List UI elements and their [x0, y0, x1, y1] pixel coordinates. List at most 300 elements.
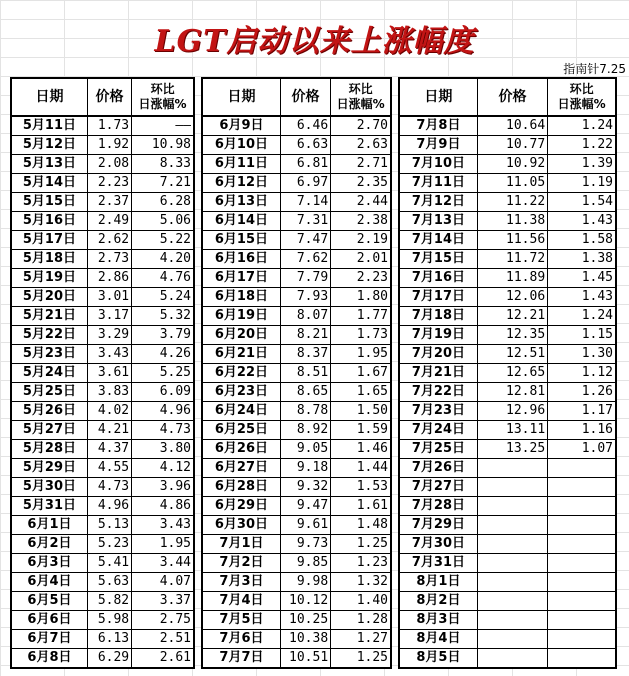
table-row	[399, 611, 616, 630]
header-date: 日期	[11, 78, 87, 116]
table-row	[11, 269, 194, 288]
price-cell: 8.92	[280, 421, 330, 440]
date-cell: 6月15日	[202, 231, 280, 250]
date-cell: 7月12日	[399, 193, 477, 212]
table-row	[202, 497, 391, 516]
price-cell: 4.55	[87, 459, 131, 478]
table-row	[11, 212, 194, 231]
date-cell: 7月31日	[399, 554, 477, 573]
table-row	[399, 383, 616, 402]
date-cell: 8月4日	[399, 630, 477, 649]
date-cell: 8月2日	[399, 592, 477, 611]
change-cell: 1.59	[331, 421, 391, 440]
price-cell: 2.73	[87, 250, 131, 269]
table-body	[399, 116, 616, 668]
table-row	[11, 193, 194, 212]
table-row	[399, 497, 616, 516]
table-row	[11, 116, 194, 136]
change-cell: 4.26	[132, 345, 194, 364]
table-row	[202, 231, 391, 250]
table-row	[202, 554, 391, 573]
date-cell: 7月19日	[399, 326, 477, 345]
change-cell: 3.44	[132, 554, 194, 573]
table-row	[202, 611, 391, 630]
date-cell: 7月24日	[399, 421, 477, 440]
date-cell: 6月8日	[11, 649, 87, 669]
price-cell	[477, 459, 547, 478]
date-cell: 6月9日	[202, 116, 280, 136]
date-cell: 6月3日	[11, 554, 87, 573]
table-row	[11, 250, 194, 269]
price-table-3	[398, 77, 617, 669]
date-cell: 6月12日	[202, 174, 280, 193]
table-row	[11, 136, 194, 155]
price-cell: 2.49	[87, 212, 131, 231]
change-cell: 1.22	[548, 136, 616, 155]
price-cell	[477, 516, 547, 535]
change-cell: 1.61	[331, 497, 391, 516]
price-cell: 11.05	[477, 174, 547, 193]
date-cell: 5月13日	[11, 155, 87, 174]
change-cell: 1.17	[548, 402, 616, 421]
change-cell: 1.73	[331, 326, 391, 345]
table-row	[399, 326, 616, 345]
date-cell: 7月1日	[202, 535, 280, 554]
change-cell: 1.40	[331, 592, 391, 611]
header-change: 环比 日涨幅%	[548, 78, 616, 116]
change-cell: 5.24	[132, 288, 194, 307]
table-row	[202, 630, 391, 649]
change-cell: 4.86	[132, 497, 194, 516]
date-cell: 6月23日	[202, 383, 280, 402]
date-cell: 6月24日	[202, 402, 280, 421]
price-cell: 11.38	[477, 212, 547, 231]
price-cell: 5.23	[87, 535, 131, 554]
table-row	[399, 478, 616, 497]
change-cell	[548, 459, 616, 478]
table-row	[11, 402, 194, 421]
table-row	[11, 288, 194, 307]
price-cell: 6.63	[280, 136, 330, 155]
date-cell: 7月9日	[399, 136, 477, 155]
price-cell: 7.93	[280, 288, 330, 307]
date-cell: 8月1日	[399, 573, 477, 592]
price-cell: 3.61	[87, 364, 131, 383]
change-cell: 1.43	[548, 212, 616, 231]
change-cell: 1.58	[548, 231, 616, 250]
price-cell: 7.47	[280, 231, 330, 250]
change-cell	[548, 630, 616, 649]
price-cell: 7.62	[280, 250, 330, 269]
change-cell: 7.21	[132, 174, 194, 193]
table-row	[202, 288, 391, 307]
change-cell: 1.12	[548, 364, 616, 383]
date-cell: 6月16日	[202, 250, 280, 269]
table-row	[202, 116, 391, 136]
change-cell: 4.12	[132, 459, 194, 478]
change-cell: 1.24	[548, 116, 616, 136]
date-cell: 7月25日	[399, 440, 477, 459]
date-cell: 6月13日	[202, 193, 280, 212]
table-row	[202, 136, 391, 155]
table-row	[11, 231, 194, 250]
table-row	[202, 383, 391, 402]
change-cell: 1.46	[331, 440, 391, 459]
price-cell: 6.13	[87, 630, 131, 649]
change-cell: 1.16	[548, 421, 616, 440]
price-cell	[477, 592, 547, 611]
price-cell: 10.38	[280, 630, 330, 649]
header-price: 价格	[477, 78, 547, 116]
table-row	[202, 326, 391, 345]
table-row	[11, 326, 194, 345]
date-cell: 5月31日	[11, 497, 87, 516]
price-cell	[477, 535, 547, 554]
price-cell: 9.32	[280, 478, 330, 497]
date-cell: 5月16日	[11, 212, 87, 231]
change-cell: 1.24	[548, 307, 616, 326]
date-cell: 7月18日	[399, 307, 477, 326]
change-cell: 1.44	[331, 459, 391, 478]
date-cell: 5月29日	[11, 459, 87, 478]
change-cell: 3.37	[132, 592, 194, 611]
date-cell: 7月28日	[399, 497, 477, 516]
page-title: LGT启动以来上涨幅度	[154, 24, 475, 59]
table-row	[202, 421, 391, 440]
change-cell: 2.63	[331, 136, 391, 155]
table-row	[11, 174, 194, 193]
table-row	[399, 402, 616, 421]
change-cell: 6.28	[132, 193, 194, 212]
table-row	[202, 516, 391, 535]
table-row	[202, 440, 391, 459]
change-cell: 1.67	[331, 364, 391, 383]
price-cell: 1.73	[87, 116, 131, 136]
price-cell: 8.65	[280, 383, 330, 402]
table-row	[202, 193, 391, 212]
date-cell: 7月4日	[202, 592, 280, 611]
change-cell: 1.25	[331, 649, 391, 669]
date-cell: 7月7日	[202, 649, 280, 669]
price-cell	[477, 478, 547, 497]
date-cell: 5月11日	[11, 116, 87, 136]
change-cell: 1.26	[548, 383, 616, 402]
change-cell: 1.43	[548, 288, 616, 307]
date-cell: 6月4日	[11, 573, 87, 592]
price-cell: 9.98	[280, 573, 330, 592]
table-row	[399, 250, 616, 269]
change-cell: 2.01	[331, 250, 391, 269]
price-cell: 6.97	[280, 174, 330, 193]
price-cell: 12.81	[477, 383, 547, 402]
table-row	[11, 155, 194, 174]
price-cell: 4.73	[87, 478, 131, 497]
change-cell: 3.80	[132, 440, 194, 459]
table-row	[11, 478, 194, 497]
date-cell: 5月19日	[11, 269, 87, 288]
price-cell: 3.43	[87, 345, 131, 364]
price-cell: 7.79	[280, 269, 330, 288]
table-row	[11, 630, 194, 649]
price-cell: 5.82	[87, 592, 131, 611]
date-cell: 6月29日	[202, 497, 280, 516]
table-row	[399, 193, 616, 212]
price-cell: 3.01	[87, 288, 131, 307]
date-cell: 6月2日	[11, 535, 87, 554]
date-cell: 5月14日	[11, 174, 87, 193]
table-row	[202, 307, 391, 326]
table-row	[202, 573, 391, 592]
price-cell: 2.62	[87, 231, 131, 250]
price-cell: 3.83	[87, 383, 131, 402]
date-cell: 5月15日	[11, 193, 87, 212]
table-row	[11, 611, 194, 630]
change-cell: 3.96	[132, 478, 194, 497]
date-cell: 6月18日	[202, 288, 280, 307]
price-cell: 8.07	[280, 307, 330, 326]
change-cell: 1.48	[331, 516, 391, 535]
table-row	[399, 212, 616, 231]
table-row	[11, 554, 194, 573]
date-cell: 7月14日	[399, 231, 477, 250]
date-cell: 7月29日	[399, 516, 477, 535]
table-row	[399, 364, 616, 383]
table-row	[399, 516, 616, 535]
price-cell: 13.11	[477, 421, 547, 440]
change-cell: 2.71	[331, 155, 391, 174]
table-row	[202, 250, 391, 269]
table-row	[202, 364, 391, 383]
table-row	[11, 307, 194, 326]
date-cell: 7月2日	[202, 554, 280, 573]
change-cell: 5.06	[132, 212, 194, 231]
table-row	[399, 174, 616, 193]
change-cell: 5.22	[132, 231, 194, 250]
header-date: 日期	[202, 78, 280, 116]
date-cell: 7月23日	[399, 402, 477, 421]
date-cell: 7月11日	[399, 174, 477, 193]
table-row	[399, 535, 616, 554]
change-cell: 4.76	[132, 269, 194, 288]
change-cell: 1.07	[548, 440, 616, 459]
date-cell: 7月20日	[399, 345, 477, 364]
date-cell: 7月6日	[202, 630, 280, 649]
table-row	[11, 459, 194, 478]
table-row	[202, 592, 391, 611]
header-date: 日期	[399, 78, 477, 116]
price-cell: 8.37	[280, 345, 330, 364]
price-cell: 9.18	[280, 459, 330, 478]
date-cell: 5月25日	[11, 383, 87, 402]
price-cell: 5.63	[87, 573, 131, 592]
header-change: 环比 日涨幅%	[331, 78, 391, 116]
change-cell: 1.38	[548, 250, 616, 269]
change-cell: 2.38	[331, 212, 391, 231]
price-cell: 5.41	[87, 554, 131, 573]
price-cell: 6.29	[87, 649, 131, 669]
change-cell: 4.07	[132, 573, 194, 592]
change-cell: 6.09	[132, 383, 194, 402]
change-cell: 3.43	[132, 516, 194, 535]
date-cell: 6月30日	[202, 516, 280, 535]
price-cell	[477, 497, 547, 516]
change-cell: 1.19	[548, 174, 616, 193]
date-cell: 5月20日	[11, 288, 87, 307]
date-cell: 6月26日	[202, 440, 280, 459]
price-cell: 10.64	[477, 116, 547, 136]
date-cell: 6月14日	[202, 212, 280, 231]
change-cell: 2.44	[331, 193, 391, 212]
header-change: 环比 日涨幅%	[132, 78, 194, 116]
date-cell: 8月3日	[399, 611, 477, 630]
table-row	[202, 174, 391, 193]
table-row	[11, 345, 194, 364]
table-row	[11, 516, 194, 535]
table-row	[399, 630, 616, 649]
price-cell: 9.73	[280, 535, 330, 554]
change-cell	[548, 497, 616, 516]
date-cell: 5月23日	[11, 345, 87, 364]
price-cell	[477, 611, 547, 630]
price-cell	[477, 630, 547, 649]
table-row	[202, 535, 391, 554]
price-cell: 2.37	[87, 193, 131, 212]
price-cell	[477, 573, 547, 592]
header-price: 价格	[87, 78, 131, 116]
price-cell: 12.96	[477, 402, 547, 421]
change-cell: 2.19	[331, 231, 391, 250]
date-cell: 7月26日	[399, 459, 477, 478]
change-cell: 1.53	[331, 478, 391, 497]
price-cell: 10.12	[280, 592, 330, 611]
change-cell: 2.70	[331, 116, 391, 136]
price-cell: 8.51	[280, 364, 330, 383]
price-cell: 1.92	[87, 136, 131, 155]
table-row	[399, 288, 616, 307]
table-body	[202, 116, 391, 668]
price-table-1	[10, 77, 195, 669]
change-cell: 1.50	[331, 402, 391, 421]
price-cell: 9.05	[280, 440, 330, 459]
table-row	[202, 459, 391, 478]
date-cell: 7月15日	[399, 250, 477, 269]
price-cell: 9.61	[280, 516, 330, 535]
change-cell	[548, 611, 616, 630]
change-cell: 1.65	[331, 383, 391, 402]
date-cell: 7月30日	[399, 535, 477, 554]
table-row	[11, 383, 194, 402]
price-cell: 2.08	[87, 155, 131, 174]
date-cell: 5月12日	[11, 136, 87, 155]
price-cell: 5.98	[87, 611, 131, 630]
change-cell: 4.96	[132, 402, 194, 421]
date-cell: 6月19日	[202, 307, 280, 326]
change-cell	[548, 535, 616, 554]
change-cell: 1.25	[331, 535, 391, 554]
date-cell: 6月27日	[202, 459, 280, 478]
date-cell: 5月26日	[11, 402, 87, 421]
table-row	[202, 155, 391, 174]
table-row	[399, 116, 616, 136]
table-row	[202, 212, 391, 231]
price-cell: 7.31	[280, 212, 330, 231]
table-row	[202, 269, 391, 288]
table-row	[202, 402, 391, 421]
source-note: 指南针7.25	[563, 62, 626, 76]
table-row	[11, 497, 194, 516]
date-cell: 8月5日	[399, 649, 477, 669]
date-cell: 6月1日	[11, 516, 87, 535]
change-cell: ——	[132, 116, 194, 136]
date-cell: 6月7日	[11, 630, 87, 649]
table-row	[399, 269, 616, 288]
change-cell: 1.23	[331, 554, 391, 573]
date-cell: 7月10日	[399, 155, 477, 174]
date-cell: 6月21日	[202, 345, 280, 364]
table-row	[11, 592, 194, 611]
table-row	[399, 231, 616, 250]
change-cell: 2.23	[331, 269, 391, 288]
date-cell: 6月20日	[202, 326, 280, 345]
table-row	[399, 345, 616, 364]
price-cell: 10.25	[280, 611, 330, 630]
date-cell: 6月17日	[202, 269, 280, 288]
price-cell: 10.51	[280, 649, 330, 669]
price-cell: 2.86	[87, 269, 131, 288]
date-cell: 7月27日	[399, 478, 477, 497]
price-cell: 12.06	[477, 288, 547, 307]
price-cell: 11.56	[477, 231, 547, 250]
change-cell: 3.79	[132, 326, 194, 345]
price-cell: 8.78	[280, 402, 330, 421]
change-cell: 5.32	[132, 307, 194, 326]
change-cell	[548, 573, 616, 592]
table-row	[11, 535, 194, 554]
date-cell: 5月18日	[11, 250, 87, 269]
table-row	[11, 649, 194, 669]
table-row	[11, 364, 194, 383]
date-cell: 5月22日	[11, 326, 87, 345]
table-row	[399, 459, 616, 478]
table-row	[202, 345, 391, 364]
date-cell: 6月10日	[202, 136, 280, 155]
price-cell: 11.22	[477, 193, 547, 212]
change-cell: 2.51	[132, 630, 194, 649]
price-cell: 10.77	[477, 136, 547, 155]
change-cell	[548, 592, 616, 611]
date-cell: 5月30日	[11, 478, 87, 497]
price-cell	[477, 554, 547, 573]
price-cell: 12.35	[477, 326, 547, 345]
table-row	[399, 307, 616, 326]
date-cell: 6月25日	[202, 421, 280, 440]
table-row	[11, 440, 194, 459]
date-cell: 7月8日	[399, 116, 477, 136]
date-cell: 5月21日	[11, 307, 87, 326]
change-cell: 1.27	[331, 630, 391, 649]
price-table-2	[201, 77, 392, 669]
watermark	[312, 652, 622, 672]
table-row	[399, 592, 616, 611]
price-cell: 12.21	[477, 307, 547, 326]
price-cell: 7.14	[280, 193, 330, 212]
change-cell: 2.75	[132, 611, 194, 630]
change-cell: 5.25	[132, 364, 194, 383]
table-row	[399, 155, 616, 174]
change-cell	[548, 554, 616, 573]
table-row	[11, 421, 194, 440]
price-cell: 5.13	[87, 516, 131, 535]
